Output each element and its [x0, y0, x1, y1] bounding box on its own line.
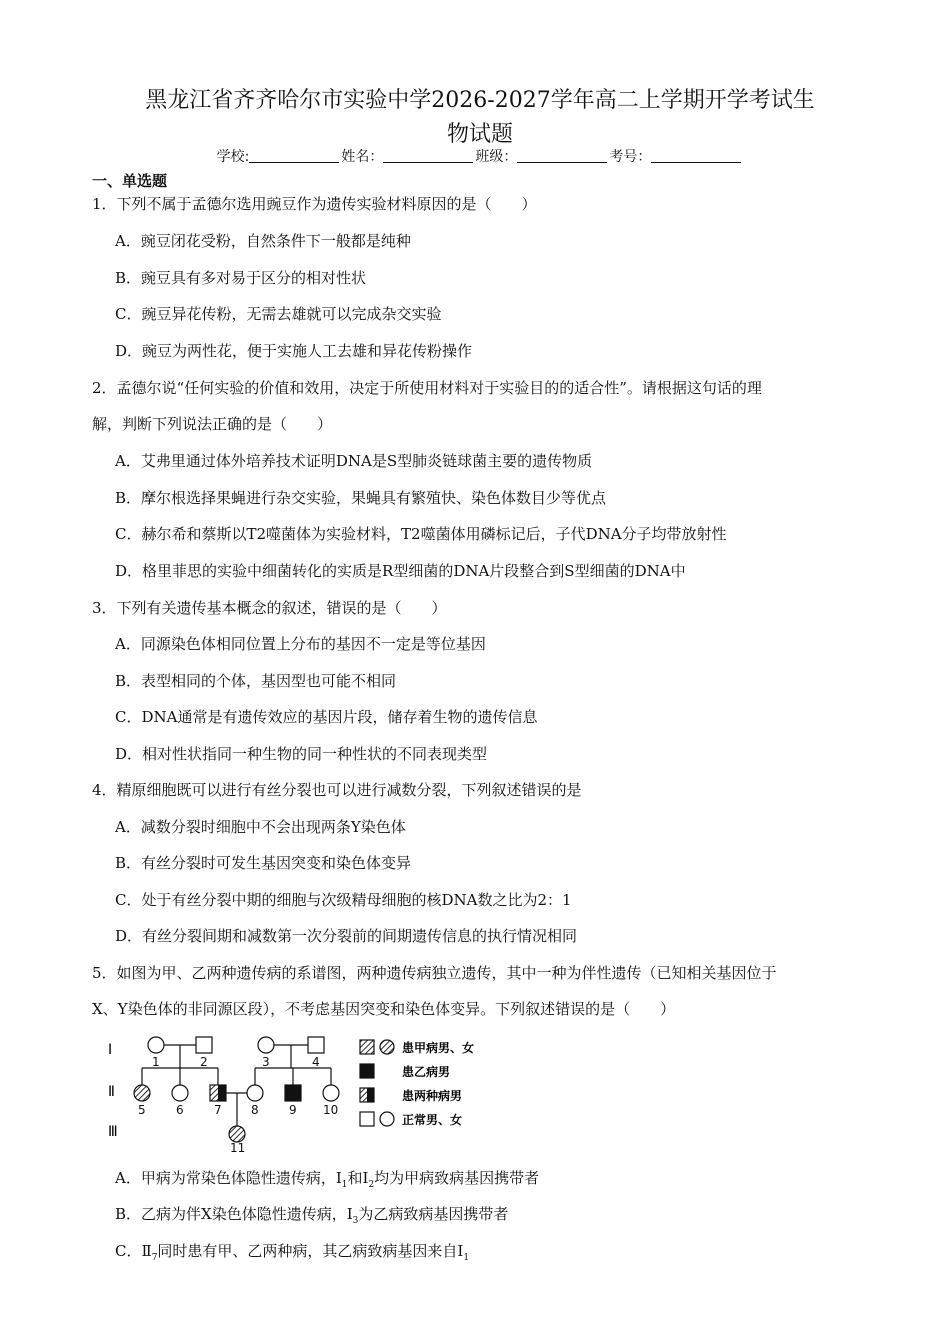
q4-option-b: B．有丝分裂时可发生基因突变和染色体变异	[115, 854, 412, 872]
section-title: 一、单选题	[92, 172, 168, 190]
label-3: 3	[262, 1055, 270, 1069]
label-2: 2	[200, 1055, 208, 1069]
q5-b-sub-1: 3	[352, 1216, 359, 1226]
q5-a-text-2: 和Ⅰ	[347, 1169, 369, 1187]
label-9: 9	[289, 1103, 297, 1117]
generation-label-1: Ⅰ	[108, 1042, 113, 1058]
individual-II-6	[172, 1085, 188, 1101]
q4-stem: 4．精原细胞既可以进行有丝分裂也可以进行减数分裂，下列叙述错误的是	[92, 781, 582, 799]
label-5: 5	[138, 1103, 146, 1117]
name-label: 姓名：	[341, 149, 384, 165]
q5-option-b	[115, 1203, 508, 1226]
pedigree-chart	[100, 1030, 520, 1155]
individual-I-1	[148, 1037, 164, 1053]
pedigree-legend	[360, 1040, 474, 1127]
q4-option-c: C．处于有丝分裂中期的细胞与次级精母细胞的核DNA数之比为2：1	[115, 891, 572, 909]
q4-option-a: A．减数分裂时细胞中不会出现两条Y染色体	[115, 818, 406, 836]
class-blank[interactable]	[517, 148, 607, 163]
q2-option-c: C．赫尔希和蔡斯以T2噬菌体为实验材料，T2噬菌体用磷标记后，子代DNA分子均带放射性	[115, 525, 727, 543]
school-blank[interactable]	[249, 148, 339, 163]
label-10: 10	[323, 1103, 339, 1117]
q5-c-text-2: 同时患有甲、乙两种病，其乙病致病基因来自Ⅰ	[157, 1242, 464, 1260]
q3-option-d: D．相对性状指同一种生物的同一种性状的不同表现类型	[115, 745, 488, 763]
pedigree-lines	[142, 1045, 331, 1128]
q5-a-text-1: A．甲病为常染色体隐性遗传病，Ⅰ	[115, 1169, 342, 1187]
q2-option-b: B．摩尔根选择果蝇进行杂交实验，果蝇具有繁殖快、染色体数目少等优点	[115, 489, 607, 507]
q5-b-text-2: 为乙病致病基因携带者	[358, 1205, 509, 1223]
student-info-row	[90, 146, 870, 166]
generation-label-2: Ⅱ	[108, 1084, 115, 1100]
legend-label-1: 患甲病男、女	[402, 1041, 475, 1055]
q5-a-text-3: 均为甲病致病基因携带者	[374, 1169, 540, 1187]
q1-option-a: A．豌豆闭花受粉，自然条件下一般都是纯种	[115, 232, 411, 250]
title-line-2: 物试题	[446, 122, 513, 147]
q1-option-b: B．豌豆具有多对易于区分的相对性状	[115, 269, 367, 287]
label-6: 6	[176, 1103, 184, 1117]
q5-a-sub-1: 1	[341, 1180, 348, 1190]
legend-label-4: 正常男、女	[402, 1113, 463, 1127]
exam-no-blank[interactable]	[651, 148, 741, 163]
q5-option-c	[115, 1240, 469, 1263]
school-label: 学校:	[216, 149, 250, 165]
legend-label-3: 患两种病男	[402, 1089, 463, 1103]
class-label: 班级：	[475, 149, 518, 165]
label-11: 11	[230, 1141, 246, 1155]
legend-label-2: 患乙病男	[402, 1065, 451, 1079]
individual-I-4	[308, 1037, 324, 1053]
q1-option-c: C．豌豆异花传粉，无需去雄就可以完成杂交实验	[115, 305, 442, 323]
q5-c-sub-2: 1	[463, 1253, 470, 1263]
q2-stem-line-1: 2．孟德尔说“任何实验的价值和效用，决定于所使用材料对于实验目的的适合性”。请根据这句话的理	[92, 379, 762, 397]
label-4: 4	[312, 1055, 320, 1069]
q1-option-d: D．豌豆为两性花，便于实施人工去雄和异花传粉操作	[115, 342, 473, 360]
q4-option-d: D．有丝分裂间期和减数第一次分裂前的间期遗传信息的执行情况相同	[115, 927, 578, 945]
q5-b-text-1: B．乙病为伴X染色体隐性遗传病，Ⅰ	[115, 1205, 353, 1223]
q3-option-a: A．同源染色体相同位置上分布的基因不一定是等位基因	[115, 635, 486, 653]
individual-II-9	[285, 1085, 301, 1101]
individual-I-3	[258, 1037, 274, 1053]
individual-II-5	[134, 1085, 150, 1101]
q5-c-text-1: C．Ⅱ	[115, 1242, 152, 1260]
individual-III-11	[229, 1126, 245, 1142]
exam-title	[90, 84, 870, 152]
q2-stem-line-2: 解，判断下列说法正确的是（ ）	[92, 415, 333, 433]
individual-II-7	[210, 1085, 226, 1101]
q5-option-a	[115, 1167, 539, 1190]
individual-I-2	[196, 1037, 212, 1053]
exam-no-label: 考号：	[609, 149, 652, 165]
q5-stem-line-1: 5．如图为甲、乙两种遗传病的系谱图，两种遗传病独立遗传，其中一种为伴性遗传（已知相关基因位于	[92, 964, 777, 982]
q3-option-b: B．表型相同的个体，基因型也可能不相同	[115, 672, 397, 690]
label-7: 7	[214, 1103, 222, 1117]
q3-stem: 3．下列有关遗传基本概念的叙述，错误的是（ ）	[92, 599, 447, 617]
label-1: 1	[152, 1055, 160, 1069]
generation-label-3: Ⅲ	[108, 1124, 118, 1140]
q5-a-sub-2: 2	[368, 1180, 375, 1190]
q1-stem: 1．下列不属于孟德尔选用豌豆作为遗传实验材料原因的是（ ）	[92, 195, 537, 213]
label-8: 8	[251, 1103, 259, 1117]
individual-II-10	[323, 1085, 339, 1101]
name-blank[interactable]	[383, 148, 473, 163]
individual-II-8	[247, 1085, 263, 1101]
q3-option-c: C．DNA通常是有遗传效应的基因片段，储存着生物的遗传信息	[115, 708, 538, 726]
q5-stem-line-2: X、Y染色体的非同源区段），不考虑基因突变和染色体变异。下列叙述错误的是（ ）	[92, 1000, 676, 1018]
q5-c-sub-1: 7	[151, 1253, 158, 1263]
q2-option-d: D．格里菲思的实验中细菌转化的实质是R型细菌的DNA片段整合到S型细菌的DNA中	[115, 562, 686, 580]
q2-option-a: A．艾弗里通过体外培养技术证明DNA是S型肺炎链球菌主要的遗传物质	[115, 452, 593, 470]
title-line-1: 黑龙江省齐齐哈尔市实验中学2026-2027学年高二上学期开学考试生	[145, 88, 815, 113]
